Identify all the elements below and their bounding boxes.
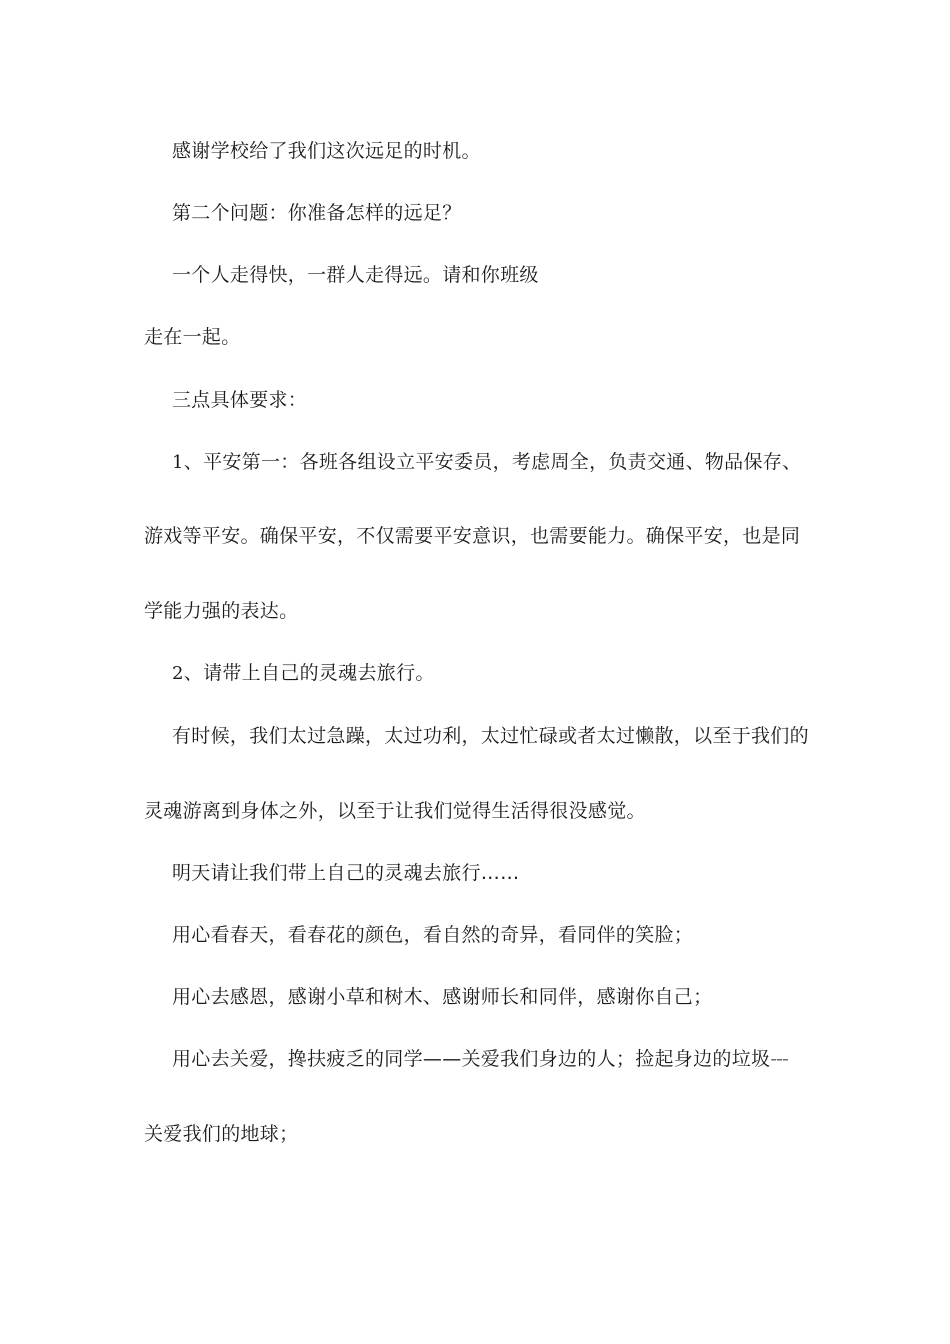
paragraph-thanks: 感谢学校给了我们这次远足的时机。 [172,140,481,162]
paragraph-spring: 用心看春天，看春花的颜色，看自然的奇异，看同伴的笑脸； [172,924,694,946]
list-item-1-line1 [172,449,801,476]
paragraph-sometimes-line1: 有时候，我们太过急躁，太过功利，太过忙碌或者太过懒散，以至于我们的 [172,725,809,747]
paragraph-tomorrow: 明天请让我们带上自己的灵魂去旅行…… [172,862,520,884]
paragraph-care-line1 [172,1046,788,1072]
list-item-1-line3: 学能力强的表达。 [144,600,299,622]
paragraph-sometimes-line2: 灵魂游离到身体之外，以至于让我们觉得生活得很没感觉。 [144,800,646,822]
care-dash: --- [770,1048,788,1070]
list-item-2 [172,660,435,687]
list-item-1-line2: 游戏等平安。确保平安，不仅需要平安意识，也需要能力。确保平安，也是同 [144,525,801,547]
list-item-2-text: 、请带上自己的灵魂去旅行。 [183,662,435,684]
paragraph-gratitude: 用心去感恩，感谢小草和树木、感谢师长和同伴，感谢你自己； [172,986,713,1008]
care-text: 用心去关爱，搀扶疲乏的同学——关爱我们身边的人；捡起身边的垃圾 [172,1048,771,1070]
list-number-1: 1 [172,452,184,473]
paragraph-second-question: 第二个问题：你准备怎样的远足？ [172,202,462,224]
list-number-2: 2 [172,663,184,684]
paragraph-care-line2: 关爱我们的地球； [144,1123,299,1145]
paragraph-three-requirements: 三点具体要求： [172,389,308,411]
list-item-1-text: 、平安第一：各班各组设立平安委员，考虑周全，负责交通、物品保存、 [183,451,802,473]
paragraph-together-line1: 一个人走得快，一群人走得远。请和你班级 [172,264,539,286]
paragraph-together-line2: 走在一起。 [144,326,241,348]
